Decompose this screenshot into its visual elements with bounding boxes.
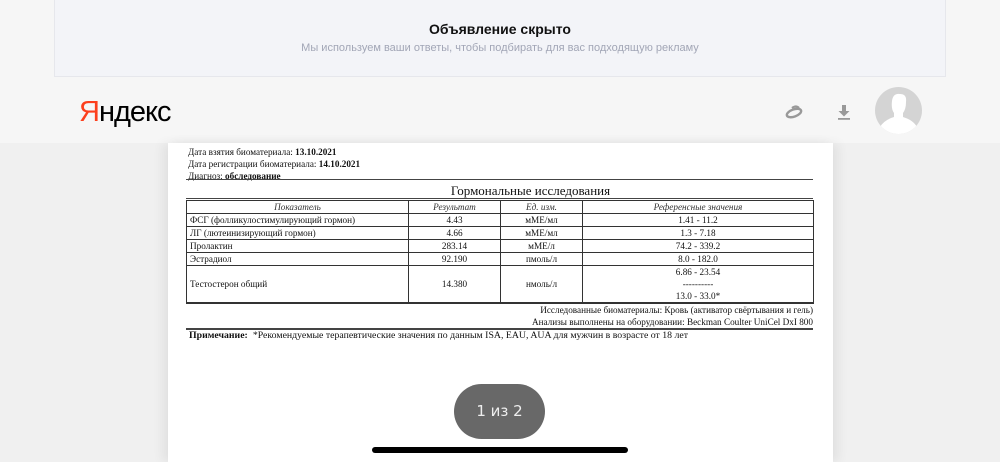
meta-sample-date: Дата взятия биоматериала: 13.10.2021 xyxy=(188,147,337,157)
result-value: 4.43 xyxy=(409,214,501,227)
disk-icon xyxy=(784,105,804,119)
app-header xyxy=(0,77,1000,143)
table-row xyxy=(187,253,814,266)
logo-rest: ндекс xyxy=(98,96,171,128)
note-label: Примечание: xyxy=(189,330,248,341)
divider xyxy=(186,198,813,199)
reference-range: 1.41 - 11.2 xyxy=(583,214,814,227)
table-row xyxy=(187,214,814,227)
user-silhouette-icon xyxy=(875,87,922,134)
logo-first-letter: Я xyxy=(79,96,99,128)
biomaterial-info: Исследованные биоматериалы: Кровь (активатор свёртывания и гель) xyxy=(540,305,813,315)
table-row xyxy=(187,240,814,253)
yandex-logo[interactable] xyxy=(79,96,171,129)
reference-range: 1.3 - 7.18 xyxy=(583,227,814,240)
meta-registration-date: Дата регистрации биоматериала: 14.10.2021 xyxy=(188,159,361,169)
unit: мМЕ/мл xyxy=(501,214,583,227)
column-header: Показатель xyxy=(187,201,409,214)
column-header: Результат xyxy=(409,201,501,214)
user-avatar[interactable] xyxy=(875,87,922,134)
document-footer xyxy=(532,304,813,328)
column-header: Референсные значения xyxy=(583,201,814,214)
table-header-row xyxy=(187,201,814,214)
indicator-name: Эстрадиол xyxy=(187,253,409,266)
ad-hidden-banner xyxy=(54,0,946,77)
indicator-name: ФСГ (фолликулостимулирующий гормон) xyxy=(187,214,409,227)
result-value: 14.380 xyxy=(409,266,501,304)
section-title: Гормональные исследования xyxy=(450,183,611,198)
equipment-info: Анализы выполнены на оборудовании: Beckman Coulter UniCel DxI 800 xyxy=(531,317,813,327)
result-value: 283.14 xyxy=(409,240,501,253)
indicator-name: Пролактин xyxy=(187,240,409,253)
reference-range: 74.2 - 339.2 xyxy=(583,240,814,253)
table-row xyxy=(187,266,814,304)
ad-title: Объявление скрыто xyxy=(429,21,571,37)
document-meta xyxy=(188,146,360,182)
divider xyxy=(186,179,813,180)
indicator-name: ЛГ (лютеинизирующий гормон) xyxy=(187,227,409,240)
reference-range: 8.0 - 182.0 xyxy=(583,253,814,266)
ad-subtitle: Мы используем ваши ответы, чтобы подбирать для вас подходящую рекламу xyxy=(301,42,699,54)
column-header: Ед. изм. xyxy=(501,201,583,214)
unit: пмоль/л xyxy=(501,253,583,266)
reference-range: 6.86 - 23.54 ---------- 13.0 - 33.0* xyxy=(583,266,814,304)
note xyxy=(189,330,688,341)
page-indicator: 1 из 2 xyxy=(454,384,545,439)
download-button[interactable] xyxy=(832,100,856,124)
result-value: 4.66 xyxy=(409,227,501,240)
download-icon xyxy=(837,104,851,120)
home-indicator-bar[interactable] xyxy=(372,447,628,453)
unit: нмоль/л xyxy=(501,266,583,304)
unit: мМЕ/мл xyxy=(501,227,583,240)
meta-diagnosis: Диагноз: обследование xyxy=(188,171,281,181)
unit: мМЕ/л xyxy=(501,240,583,253)
note-text: *Рекомендуемые терапевтические значения по данным ISA, EAU, AUA для мужчин в возрасте от 18 лет xyxy=(252,330,689,341)
table-row xyxy=(187,227,814,240)
save-to-disk-button[interactable] xyxy=(782,100,806,124)
indicator-name: Тестостерон общий xyxy=(187,266,409,304)
results-table xyxy=(186,200,814,304)
result-value: 92.190 xyxy=(409,253,501,266)
